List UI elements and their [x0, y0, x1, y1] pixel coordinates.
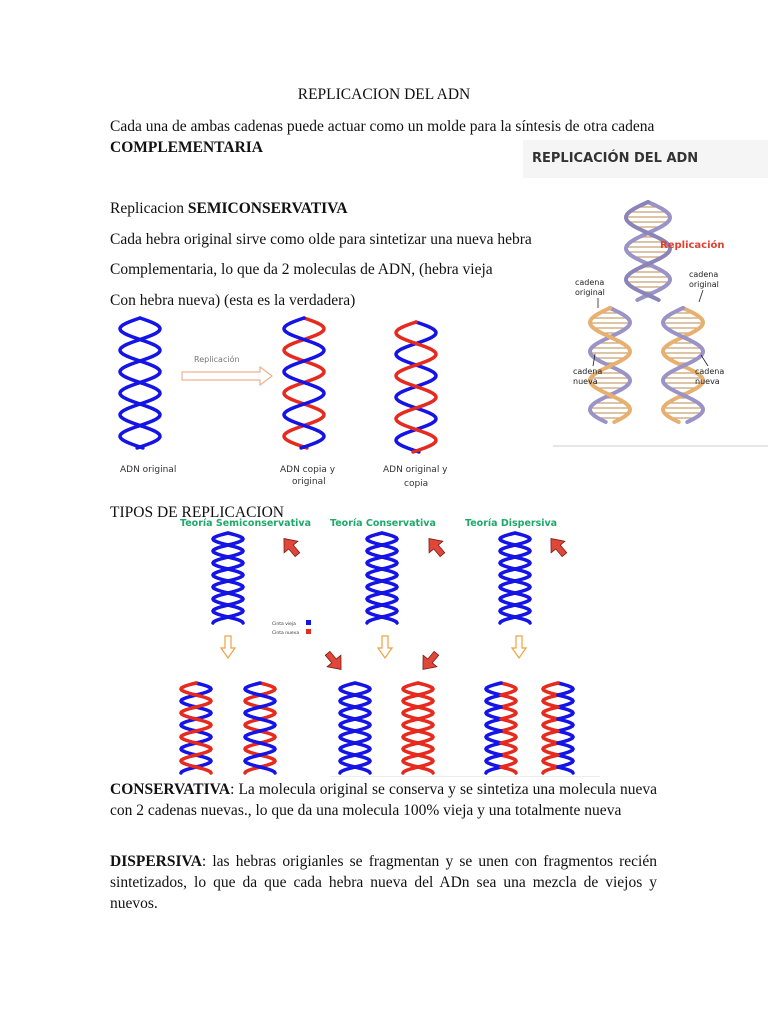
helix-strand: [181, 683, 196, 695]
caption-original: ADN original: [120, 465, 177, 475]
dispersiva-text: : las hebras origianles se fragmentan y se unen con fragmentos recién sintetizados, lo que da que cada hebra nueva del ADn sea una mezcla de viejos y nuevos.: [110, 853, 657, 912]
fork-strand: [663, 308, 703, 422]
label-co-left-2: original: [575, 288, 605, 297]
down-arrow-icon: [221, 636, 235, 658]
semi-prefix: Replicacion: [110, 200, 185, 217]
helix-strand: [245, 743, 260, 755]
helix-strand: [245, 731, 260, 743]
helix-strand: [181, 755, 196, 767]
red-arrow-icon: [321, 648, 348, 676]
helix-strand: [418, 743, 433, 755]
helix-strand: [181, 695, 196, 707]
red-arrow-shape: [544, 533, 571, 561]
helix-strand: [340, 683, 355, 695]
helix-strand: [181, 707, 196, 719]
helix-strand: [260, 767, 275, 773]
label-co-left-1: cadena: [575, 278, 605, 287]
helix-strand: [486, 683, 501, 695]
helix-strand: [260, 695, 275, 707]
helix-strand: [196, 719, 211, 731]
helix-strand: [543, 707, 558, 719]
legend-old: Cinta vieja: [272, 622, 296, 627]
helix-strand: [501, 695, 516, 707]
helix-strand: [367, 557, 382, 569]
legend-old-swatch: [306, 620, 311, 625]
helix-strand: [396, 430, 416, 451]
helix-strand: [515, 617, 530, 623]
helix-strand: [340, 719, 355, 731]
helix-strand: [196, 755, 211, 767]
helix-copy-original: [284, 318, 324, 448]
helix-strand: [418, 695, 433, 707]
helix-strand: [228, 617, 243, 623]
helix-strand: [228, 581, 243, 593]
down-arrow-shape: [378, 636, 392, 658]
helix-strand: [284, 318, 305, 340]
helix-strand: [500, 581, 515, 593]
helix-strand: [228, 605, 243, 617]
helix-strand: [403, 719, 418, 731]
intro-text: Cada una de ambas cadenas puede actuar como un molde para la síntesis de otra cadena: [110, 118, 655, 135]
helix-strand: [418, 767, 433, 773]
helix-strand: [284, 404, 305, 426]
caption-orig-copia-1: ADN original y: [383, 465, 448, 475]
title-semiconservativa: Teoría Semiconservativa: [180, 518, 311, 529]
pointer-co-right: [699, 290, 703, 302]
caption-orig-copia-2: copia: [404, 479, 429, 489]
helix-strand: [367, 545, 382, 557]
helix-strand: [543, 719, 558, 731]
helix-strand: [304, 340, 324, 361]
helix-strand: [340, 695, 355, 707]
helix-strand: [355, 683, 370, 695]
helix-strand: [245, 755, 260, 767]
helix-strand: [396, 344, 416, 365]
helix-strand: [181, 719, 196, 731]
helix-strand: [396, 365, 417, 387]
helix-strand: [120, 383, 140, 404]
helix-original-copy: [396, 322, 436, 452]
helix-strand: [418, 731, 433, 743]
red-arrow-shape: [416, 648, 443, 676]
label-co-right-1: cadena: [689, 270, 719, 279]
helix-strand: [486, 731, 501, 743]
helix-strand: [558, 767, 573, 773]
arrow-label: Replicación: [194, 355, 240, 364]
helix-strand: [403, 695, 418, 707]
helix-strand: [500, 533, 515, 545]
semi-line: [110, 198, 348, 219]
helix-strand: [558, 743, 573, 755]
label-replicacion: Replicación: [660, 240, 725, 251]
helix-strand: [355, 707, 370, 719]
helix-strand: [501, 707, 516, 719]
helix-strand: [413, 451, 416, 452]
helix-strand: [501, 767, 516, 773]
helix-strand: [303, 318, 324, 340]
helix-strand: [245, 719, 260, 731]
helix-strand: [382, 617, 397, 623]
helix-strand: [213, 569, 228, 581]
helix-strand: [355, 767, 370, 773]
semi-line-1: Cada hebra original sirve como olde para sintetizar una nueva hebra: [110, 231, 532, 248]
helix-strand: [140, 426, 160, 447]
helix-strand: [260, 743, 275, 755]
caption-copia-1: ADN copia y: [280, 465, 336, 475]
helix-strand: [284, 426, 304, 447]
helix-strand: [260, 731, 275, 743]
helix-strand: [367, 593, 382, 605]
helix-strand: [140, 340, 160, 361]
down-arrow-icon: [512, 636, 526, 658]
tipos-heading: TIPOS DE REPLICACION: [110, 504, 284, 521]
helix-strand: [355, 719, 370, 731]
helix-strand: [367, 533, 382, 545]
intro-bold: COMPLEMENTARIA: [110, 139, 263, 156]
helix-strand: [245, 707, 260, 719]
helix-strand: [515, 545, 530, 557]
helix-strand: [213, 581, 228, 593]
helix-strand: [213, 533, 228, 545]
helix-strand: [228, 533, 243, 545]
helix-strand: [418, 719, 433, 731]
helix-strand: [213, 557, 228, 569]
helix-strand: [355, 695, 370, 707]
helix-strand: [515, 593, 530, 605]
red-arrow-shape: [277, 533, 304, 561]
helix-strand: [515, 569, 530, 581]
helix-strand: [382, 593, 397, 605]
fork-strand: [590, 308, 630, 422]
helix-strand: [196, 683, 211, 695]
helix-strand: [486, 719, 501, 731]
helix-strand: [500, 545, 515, 557]
helix-strand: [228, 569, 243, 581]
page-title: REPLICACION DEL ADN: [297, 86, 471, 103]
red-arrow-icon: [422, 533, 449, 561]
helix-strand: [403, 755, 418, 767]
helix-strand: [284, 340, 304, 361]
helix-strand: [515, 581, 530, 593]
down-arrow-icon: [378, 636, 392, 658]
helix-strand: [120, 318, 141, 340]
helix-strand: [558, 695, 573, 707]
helix-strand: [558, 707, 573, 719]
title-dispersiva: Teoría Dispersiva: [465, 518, 558, 529]
helix-strand: [260, 719, 275, 731]
helix-strand: [260, 707, 275, 719]
helix-strand: [396, 408, 417, 430]
helix-strand: [500, 569, 515, 581]
fork-helix: [590, 202, 703, 422]
helix-strand: [500, 557, 515, 569]
helix-strand: [486, 743, 501, 755]
helix-strand: [303, 361, 324, 383]
helix-strand: [382, 533, 397, 545]
helix-strand: [120, 404, 141, 426]
semi-bold: SEMICONSERVATIVA: [187, 200, 348, 217]
helix-strand: [367, 581, 382, 593]
helix-strand: [196, 707, 211, 719]
down-arrow-shape: [221, 636, 235, 658]
helix-strand: [245, 683, 260, 695]
red-arrow-icon: [277, 533, 304, 561]
helix-strand: [139, 404, 160, 426]
helix-strand: [543, 683, 558, 695]
helix-strand: [139, 318, 160, 340]
conservativa-text: : La molecula original se conserva y se sintetiza una molecula nueva con 2 cadenas nuevas., lo que da una molecula 100% vieja y una totalmente nueva: [110, 781, 657, 819]
types-helices: [181, 533, 573, 773]
helix-strand: [382, 545, 397, 557]
helix-strand: [501, 719, 516, 731]
helix-strand: [120, 361, 141, 383]
helix-strand: [120, 340, 140, 361]
pointer-cn-right: [701, 355, 708, 366]
dispersiva-term: DISPERSIVA: [110, 853, 202, 870]
helix-strand: [228, 545, 243, 557]
helix-strand: [415, 322, 436, 344]
helix-strand: [260, 683, 275, 695]
helix-strand: [515, 557, 530, 569]
helix-strand: [501, 731, 516, 743]
helix-strand: [416, 387, 436, 408]
helix-strand: [416, 430, 436, 451]
helix-strand: [213, 545, 228, 557]
helix-strand: [304, 426, 324, 447]
helix-strand: [213, 605, 228, 617]
helix-strand: [355, 743, 370, 755]
label-cn-left-2: nueva: [573, 377, 598, 386]
helix-strand: [500, 593, 515, 605]
helix-strand: [301, 447, 304, 448]
helix-strand: [558, 719, 573, 731]
helix-strand: [558, 731, 573, 743]
helix-strand: [260, 755, 275, 767]
red-arrow-shape: [422, 533, 449, 561]
helix-strand: [543, 695, 558, 707]
helix-strand: [418, 683, 433, 695]
helix-strand: [340, 731, 355, 743]
semi-line-2: Complementaria, lo que da 2 moleculas de ADN, (hebra vieja: [110, 261, 493, 278]
replication-fork-figure: [523, 140, 768, 450]
helix-strand: [486, 695, 501, 707]
legend-new: Cinta nueva: [272, 631, 300, 636]
caption-copia-2: original: [292, 477, 326, 487]
helix-strand: [382, 581, 397, 593]
helix-strand: [558, 755, 573, 767]
helix-strand: [486, 755, 501, 767]
red-arrow-shape: [321, 648, 348, 676]
helix-strand: [196, 767, 211, 773]
helix-strand: [515, 605, 530, 617]
helix-strand: [284, 383, 304, 404]
red-arrow-icon: [416, 648, 443, 676]
label-cn-right-1: cadena: [695, 367, 725, 376]
helix-strand: [213, 593, 228, 605]
label-cn-left-1: cadena: [573, 367, 603, 376]
title-conservativa: Teoría Conservativa: [330, 518, 436, 529]
helix-strand: [355, 731, 370, 743]
helix-strand: [228, 593, 243, 605]
helix-strand: [245, 695, 260, 707]
dispersiva-paragraph: [110, 851, 657, 914]
helix-strand: [367, 569, 382, 581]
helix-strand: [515, 533, 530, 545]
semiconservative-figure: [100, 310, 470, 500]
helix-strand: [415, 365, 436, 387]
label-co-right-2: original: [689, 280, 719, 289]
helix-strand: [196, 695, 211, 707]
helix-strand: [558, 683, 573, 695]
helix-strand: [367, 605, 382, 617]
helix-strand: [196, 731, 211, 743]
helix-strand: [303, 404, 324, 426]
helix-strand: [501, 683, 516, 695]
helix-strand: [418, 707, 433, 719]
helix-strand: [403, 743, 418, 755]
helix-strand: [340, 707, 355, 719]
helix-strand: [543, 731, 558, 743]
helix-strand: [501, 743, 516, 755]
helix-strand: [382, 569, 397, 581]
helix-strand: [382, 557, 397, 569]
helix-strand: [139, 361, 160, 383]
down-arrow-shape: [512, 636, 526, 658]
replication-arrow: [182, 367, 272, 385]
helix-strand: [501, 755, 516, 767]
helix-strand: [415, 408, 436, 430]
helix-strand: [137, 447, 140, 448]
helix-strand: [140, 383, 160, 404]
red-arrow-icon: [544, 533, 571, 561]
conservativa-term: CONSERVATIVA: [110, 781, 231, 798]
semi-line-3: Con hebra nueva) (esta es la verdadera): [110, 292, 356, 309]
helix-strand: [120, 426, 140, 447]
helix-strand: [543, 743, 558, 755]
helix-strand: [181, 731, 196, 743]
helix-strand: [543, 755, 558, 767]
helix-strand: [196, 743, 211, 755]
conservativa-paragraph: [110, 779, 657, 821]
helix-strand: [304, 383, 324, 404]
helix-strand: [340, 755, 355, 767]
helix-strand: [403, 683, 418, 695]
legend-new-swatch: [306, 629, 311, 634]
helix-strand: [403, 707, 418, 719]
replication-types-figure: [160, 515, 630, 777]
helix-strand: [228, 557, 243, 569]
fork-title: REPLICACIÓN DEL ADN: [532, 151, 699, 166]
helix-strand: [181, 743, 196, 755]
helix-strand: [403, 731, 418, 743]
helix-strand: [486, 707, 501, 719]
helix-strand: [396, 322, 417, 344]
helix-strand: [418, 755, 433, 767]
helix-strand: [340, 743, 355, 755]
helix-original: [120, 318, 160, 448]
helix-strand: [416, 344, 436, 365]
helix-strand: [396, 387, 416, 408]
helix-strand: [382, 605, 397, 617]
helix-strand: [500, 605, 515, 617]
label-cn-right-2: nueva: [695, 377, 720, 386]
helix-strand: [355, 755, 370, 767]
helix-strand: [284, 361, 305, 383]
